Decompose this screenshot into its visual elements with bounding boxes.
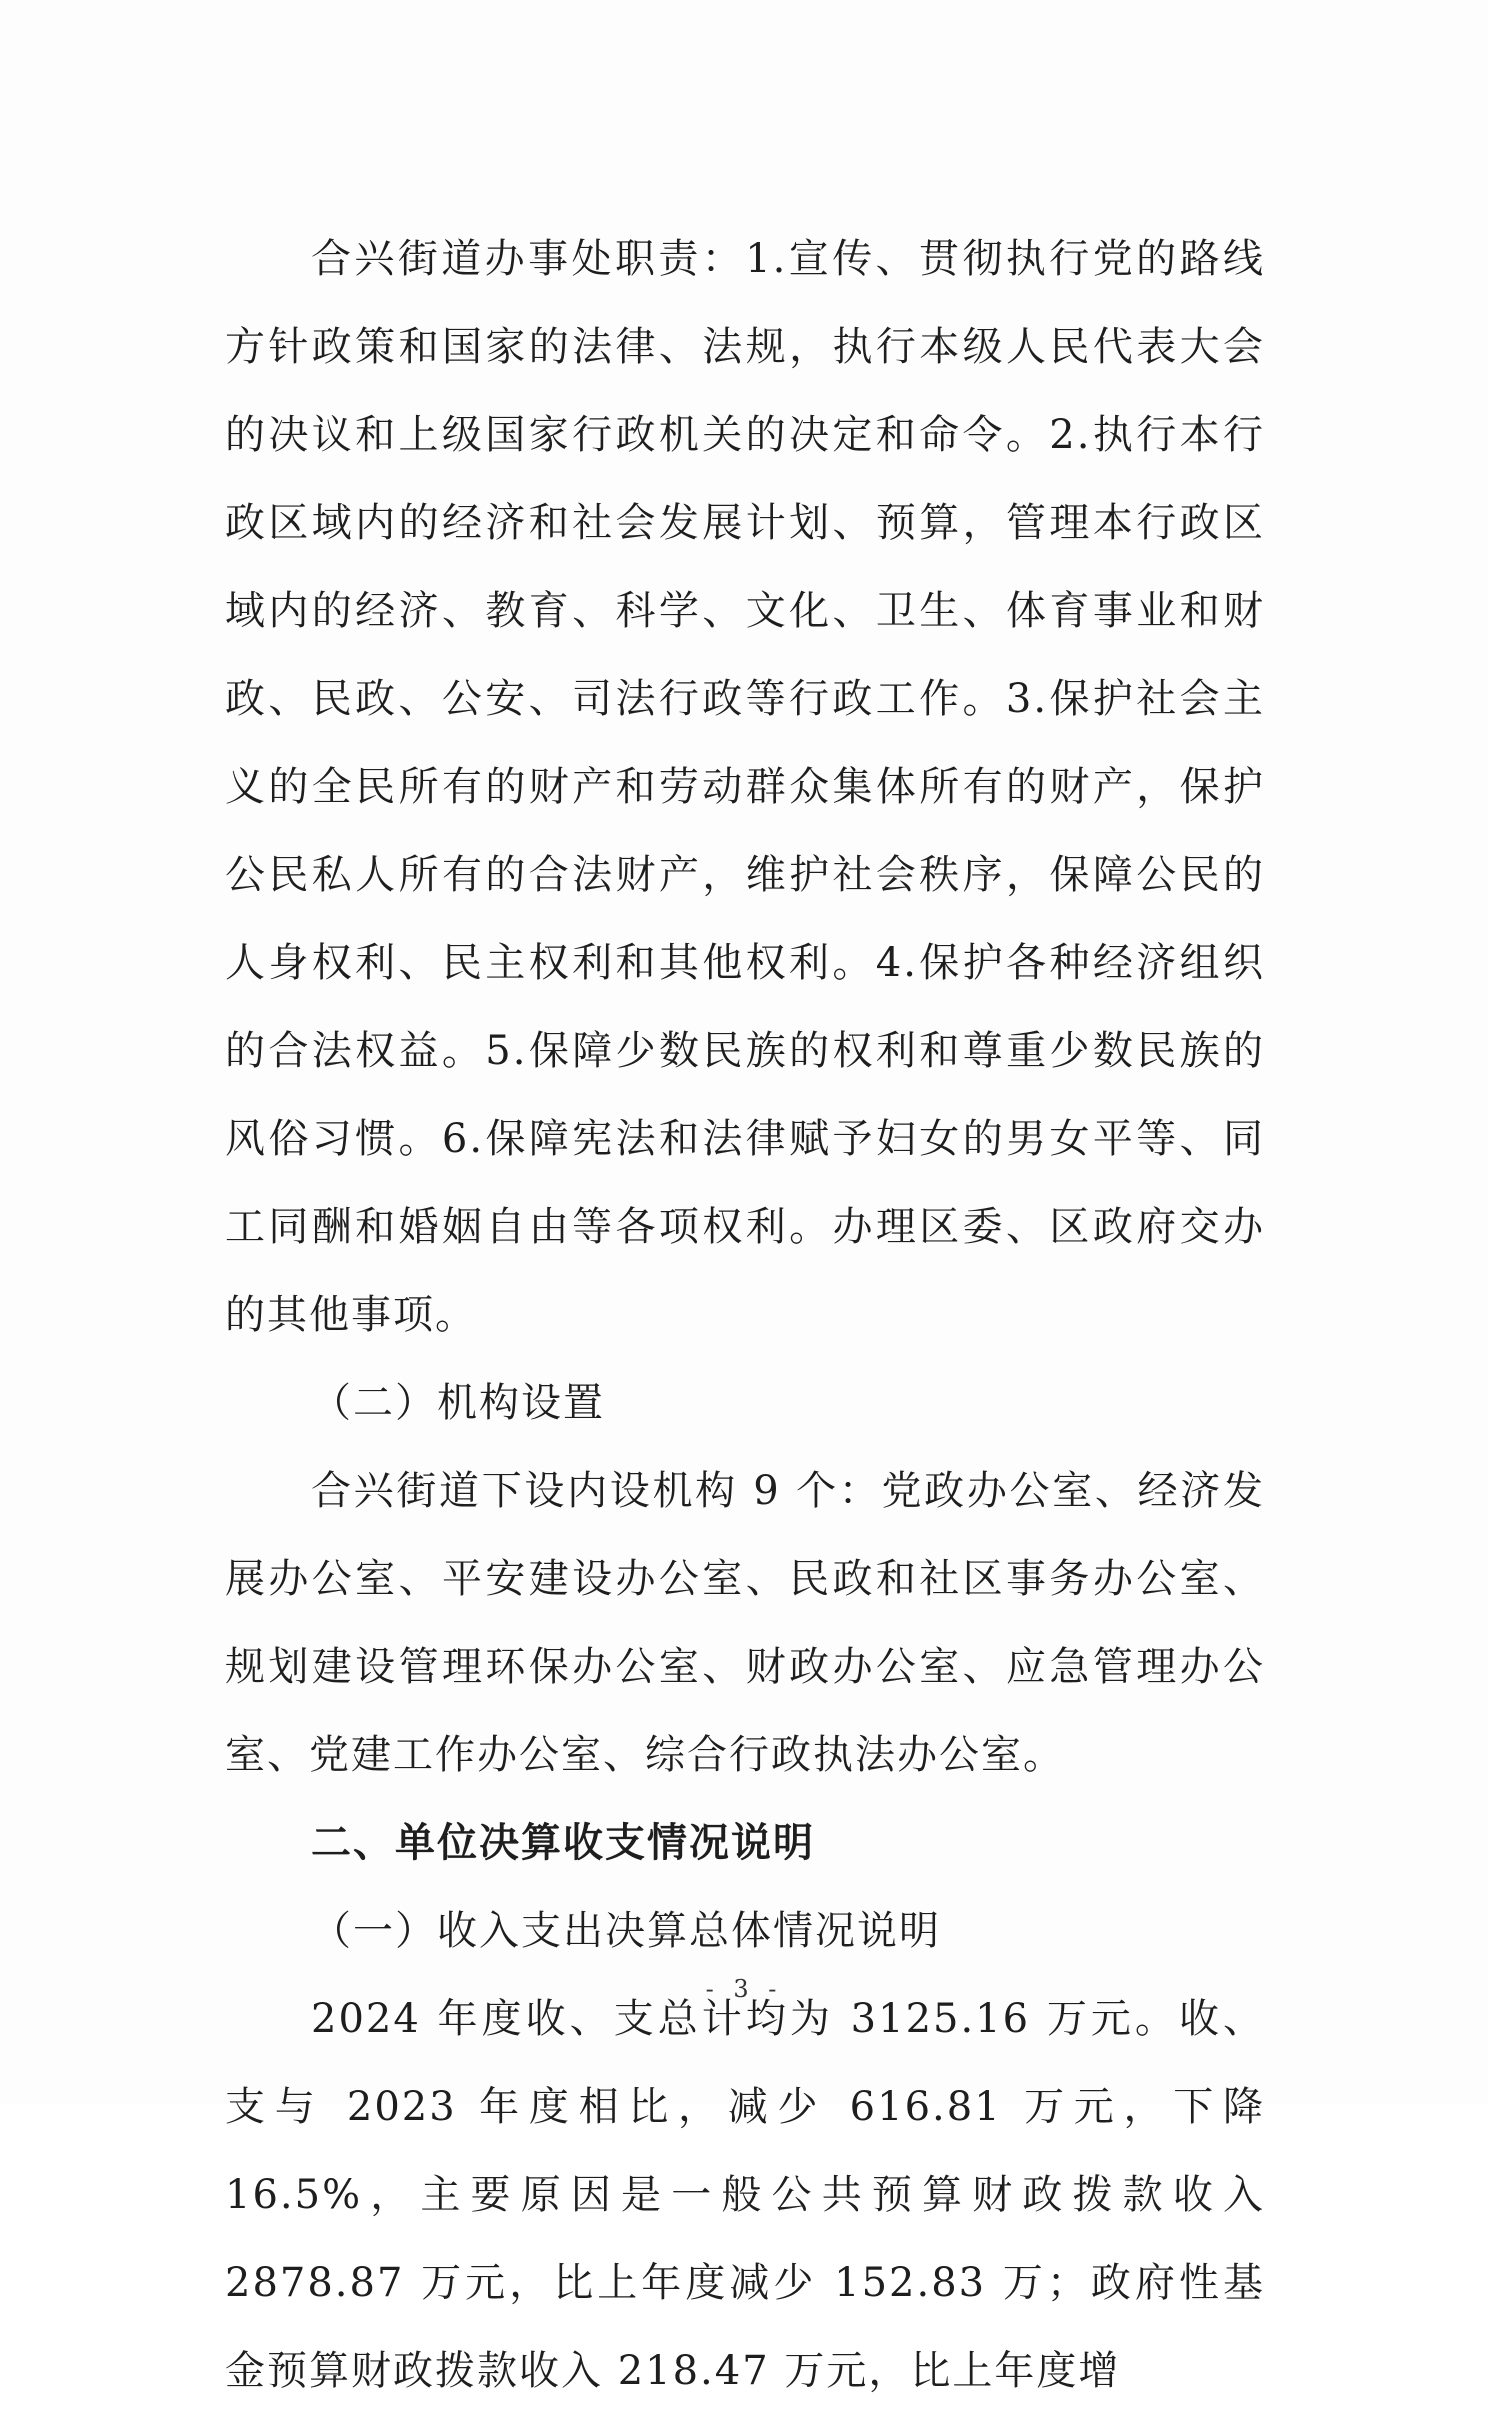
duties-paragraph: 合兴街道办事处职责：1.宣传、贯彻执行党的路线方针政策和国家的法律、法规，执行本级人民代表大会的决议和上级国家行政机关的决定和命令。2.执行本行政区域内的经济和社会发展计划、预算，管理本行政区域内的经济、教育、科学、文化、卫生、体育事业和财政、民政、公安、司法行政等行政工作。3.保护社会主义的全民所有的财产和劳动群众集体所有的财产，保护公民私人所有的合法财产，维护社会秩序，保障公民的人身权利、民主权利和其他权利。4.保护各种经济组织的合法权益。5.保障少数民族的权利和尊重少数民族的风俗习惯。6.保障宪法和法律赋予妇女的男女平等、同工同酬和婚姻自由等各项权利。办理区委、区政府交办的其他事项。 xyxy=(225,236,1265,1338)
org-setup-heading: （二）机构设置 xyxy=(311,1380,605,1426)
summary-heading: （一）收入支出决算总体情况说明 xyxy=(311,1908,941,1954)
org-setup-paragraph: 合兴街道下设内设机构 9 个：党政办公室、经济发展办公室、平安建设办公室、民政和社区事务办公室、规划建设管理环保办公室、财政办公室、应急管理办公室、党建工作办公室、综合行政执法办公室。 xyxy=(225,1468,1265,1778)
summary-paragraph: 2024 年度收、支总计均为 3125.16 万元。收、支与 2023 年度相比，减少 616.81 万元，下降 16.5%，主要原因是一般公共预算财政拨款收入 2878.87 万元，比上年度减少 152.83 万；政府性基金预算财政拨款收入 218.47 万元，比上年度增 xyxy=(225,1996,1265,2394)
section-two-heading: 二、单位决算收支情况说明 xyxy=(311,1820,815,1866)
page-number: - 3 - xyxy=(705,1975,783,2003)
document-body xyxy=(225,215,1265,2415)
